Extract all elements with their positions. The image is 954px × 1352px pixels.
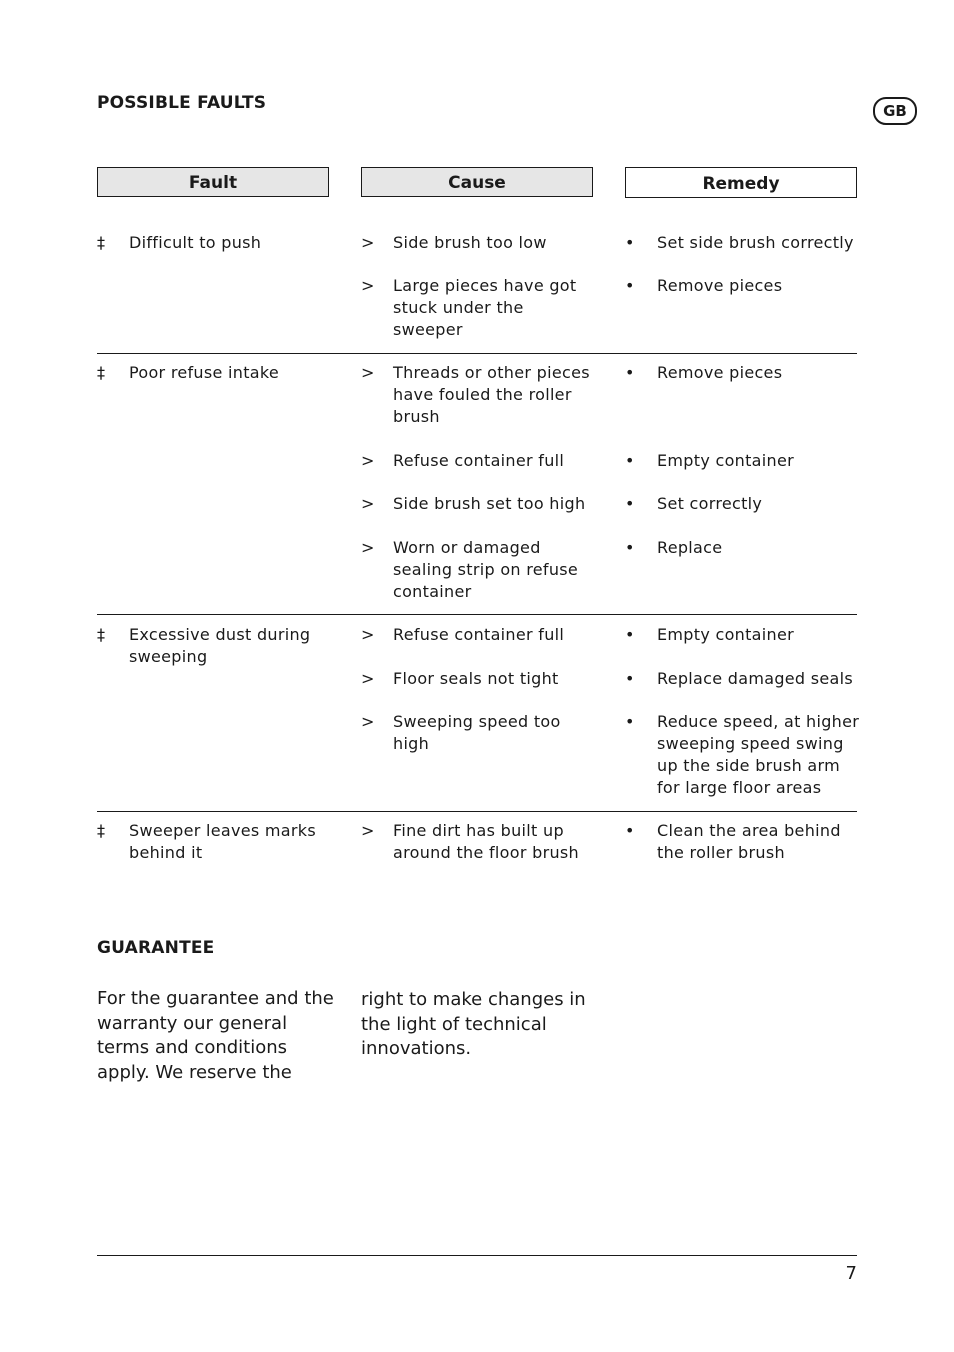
remedy-text: Reduce speed, at higher sweeping speed swing up the side brush arm for large floor areas: [657, 712, 860, 797]
cause-text: Side brush too low: [393, 233, 547, 252]
cause-marker: >: [361, 538, 375, 557]
row-divider: [97, 614, 857, 615]
fault-text: Difficult to push: [129, 233, 262, 252]
remedy-marker: •: [625, 494, 635, 513]
guarantee-text-col2: right to make changes in the light of technical innovations.: [361, 989, 586, 1059]
remedy-text: Set side brush correctly: [657, 233, 854, 252]
cause-text: Worn or damaged sealing strip on refuse container: [393, 538, 579, 601]
fault-marker: ‡: [97, 625, 105, 644]
row-divider: [97, 353, 857, 354]
remedy-text: Clean the area behind the roller brush: [657, 821, 841, 862]
fault-marker: ‡: [97, 821, 105, 840]
cause-text: Fine dirt has built up around the floor brush: [393, 821, 579, 862]
cause-marker: >: [361, 821, 375, 840]
language-badge: GB: [873, 97, 917, 125]
column-header-cause: Cause: [361, 167, 593, 197]
remedy-marker: •: [625, 276, 635, 295]
cause-text: Large pieces have got stuck under the sweeper: [393, 276, 577, 339]
cause-marker: >: [361, 712, 375, 731]
fault-text: Excessive dust during sweeping: [129, 625, 311, 666]
remedy-marker: •: [625, 451, 635, 470]
row-divider: [97, 811, 857, 812]
remedy-text: Set correctly: [657, 494, 763, 513]
remedy-marker: •: [625, 625, 635, 644]
cause-marker: >: [361, 451, 375, 470]
cause-marker: >: [361, 276, 375, 295]
remedy-marker: •: [625, 538, 635, 557]
fault-marker: ‡: [97, 363, 105, 382]
cause-text: Refuse container full: [393, 625, 565, 644]
cause-text: Sweeping speed too high: [393, 712, 561, 753]
cause-marker: >: [361, 669, 375, 688]
footer-rule: [97, 1255, 857, 1256]
remedy-marker: •: [625, 669, 635, 688]
guarantee-title: GUARANTEE: [97, 938, 215, 958]
remedy-text: Replace damaged seals: [657, 669, 854, 688]
remedy-text: Replace: [657, 538, 723, 557]
cause-text: Refuse container full: [393, 451, 565, 470]
fault-text: Sweeper leaves marks behind it: [129, 821, 316, 862]
remedy-marker: •: [625, 363, 635, 382]
page-number: 7: [845, 1263, 857, 1284]
cause-marker: >: [361, 494, 375, 513]
cause-text: Floor seals not tight: [393, 669, 559, 688]
cause-marker: >: [361, 625, 375, 644]
cause-text: Side brush set too high: [393, 494, 586, 513]
fault-marker: ‡: [97, 233, 105, 252]
remedy-text: Empty container: [657, 625, 794, 644]
remedy-text: Remove pieces: [657, 276, 783, 295]
section-title: POSSIBLE FAULTS: [97, 93, 267, 113]
remedy-text: Remove pieces: [657, 363, 783, 382]
cause-text: Threads or other pieces have fouled the roller brush: [393, 363, 590, 426]
remedy-text: Empty container: [657, 451, 794, 470]
cause-marker: >: [361, 233, 375, 252]
remedy-marker: •: [625, 712, 635, 731]
column-header-fault: Fault: [97, 167, 329, 197]
cause-marker: >: [361, 363, 375, 382]
fault-text: Poor refuse intake: [129, 363, 280, 382]
remedy-marker: •: [625, 821, 635, 840]
column-header-remedy: Remedy: [625, 167, 857, 198]
remedy-marker: •: [625, 233, 635, 252]
guarantee-text-col1: For the guarantee and the warranty our general terms and conditions apply. We reserve the: [97, 988, 334, 1083]
